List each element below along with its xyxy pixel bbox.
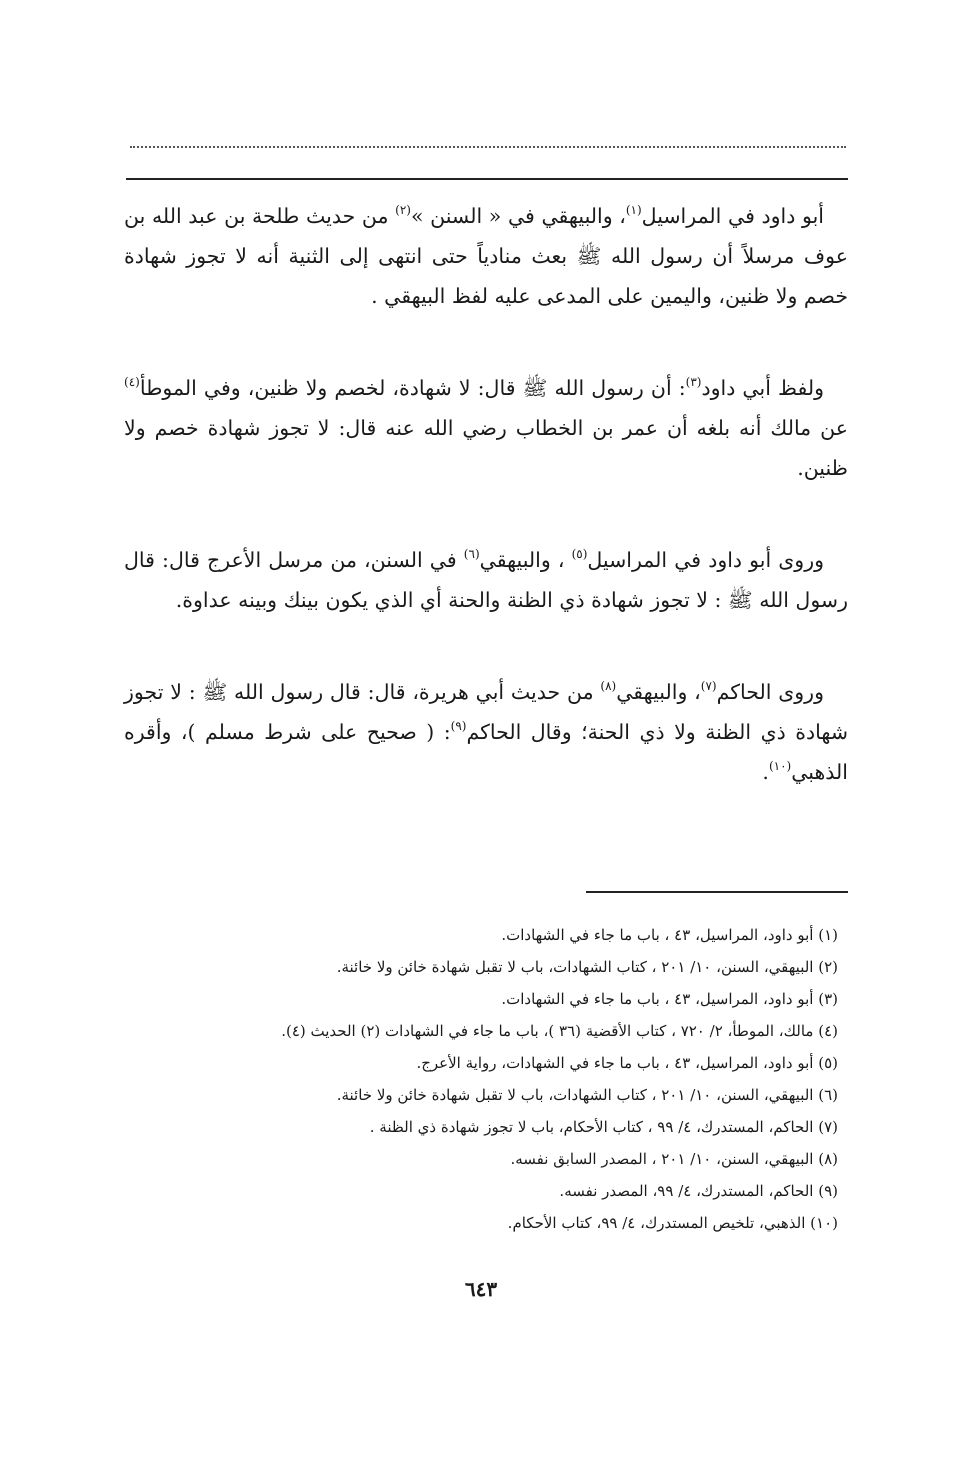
footnote-separator <box>586 891 848 893</box>
paragraph <box>124 672 848 792</box>
footnote: (٨) البيهقي، السنن، ١٠/ ٢٠١ ، المصدر السابق نفسه. <box>510 1150 838 1168</box>
footnote: (١٠) الذهبي، تلخيص المستدرك، ٤/ ٩٩، كتاب الأحكام. <box>507 1214 838 1232</box>
page-number: ٦٤٣ <box>464 1277 498 1301</box>
footnote-ref: (٤) <box>124 375 140 389</box>
footnotes-list <box>120 919 838 1239</box>
text-run: ، والبيهقي <box>479 548 572 572</box>
main-text <box>124 196 848 792</box>
footnote: (٦) البيهقي، السنن، ١٠/ ٢٠١ ، كتاب الشهادات، باب لا تقبل شهادة خائن ولا خائنة. <box>336 1086 838 1104</box>
header-dotted-rule <box>130 146 846 148</box>
text-run: في السنن، من مرسل الأعرج قال: قال رسول الله ﷺ : لا تجوز شهادة ذي الظنة والحنة أي الذي يكون بينك وبينه عداوة. <box>124 548 848 612</box>
footnote: (٤) مالك، الموطأ، ٢/ ٧٢٠ ، كتاب الأقضية (٣٦ )، باب ما جاء في الشهادات (٢) الحديث (٤). <box>281 1022 838 1040</box>
text-run: ، والبيهقي <box>616 680 701 704</box>
footnote: (٢) البيهقي، السنن، ١٠/ ٢٠١ ، كتاب الشهادات، باب لا تقبل شهادة خائن ولا خائنة. <box>336 958 838 976</box>
footnote-ref: (٧) <box>700 679 717 693</box>
footnote: (٩) الحاكم، المستدرك، ٤/ ٩٩، المصدر نفسه. <box>559 1182 838 1200</box>
footnote: (١) أبو داود، المراسيل، ٤٣ ، باب ما جاء في الشهادات. <box>501 926 838 944</box>
text-run: أبو داود في المراسيل <box>641 204 824 228</box>
text-run: : أن رسول الله ﷺ قال: لا شهادة، لخصم ولا ظنين، وفي الموطأ <box>139 376 686 400</box>
footnote-ref: (٣) <box>685 375 702 389</box>
header-solid-rule <box>126 178 848 180</box>
footnote-ref: (١٠) <box>768 759 792 773</box>
text-run: . <box>762 760 769 784</box>
text-run: وروى أبو داود في المراسيل <box>587 548 824 572</box>
paragraph <box>124 540 848 620</box>
text-run: : ( صحيح على شرط مسلم )، وأقره الذهبي <box>124 720 848 784</box>
text-run: عن مالك أنه بلغه أن عمر بن الخطاب رضي الله عنه قال: لا تجوز شهادة خصم ولا ظنين. <box>124 416 848 480</box>
footnote-ref: (١) <box>625 203 642 217</box>
footnote: (٣) أبو داود، المراسيل، ٤٣ ، باب ما جاء في الشهادات. <box>501 990 838 1008</box>
paragraph <box>124 196 848 316</box>
footnote-ref: (٦) <box>463 547 480 561</box>
text-run: من حديث طلحة بن عبد الله بن عوف مرسلاً أن رسول الله ﷺ بعث منادياً حتى انتهى إلى الثنية أنه لا تجوز شهادة خصم ولا ظنين، واليمين على المدعى عليه لفظ البيهقي . <box>124 204 848 308</box>
footnote-ref: (٢) <box>395 203 411 217</box>
text-run: ، والبيهقي في « السنن » <box>410 204 626 228</box>
footnote: (٧) الحاكم، المستدرك، ٤/ ٩٩ ، كتاب الأحكام، باب لا تجوز شهادة ذي الظنة . <box>369 1118 838 1136</box>
text-run: ولفظ أبي داود <box>701 376 824 400</box>
footnote-ref: (٩) <box>450 719 467 733</box>
text-run: من حديث أبي هريرة، قال: قال رسول الله ﷺ : لا تجوز شهادة ذي الظنة ولا ذي الحنة؛ وقال الحاكم <box>124 680 849 744</box>
paragraph <box>124 368 848 488</box>
text-run: وروى الحاكم <box>716 680 824 704</box>
footnote-ref: (٥) <box>571 547 588 561</box>
footnote: (٥) أبو داود، المراسيل، ٤٣ ، باب ما جاء في الشهادات، رواية الأعرج. <box>416 1054 838 1072</box>
footnote-ref: (٨) <box>600 679 617 693</box>
